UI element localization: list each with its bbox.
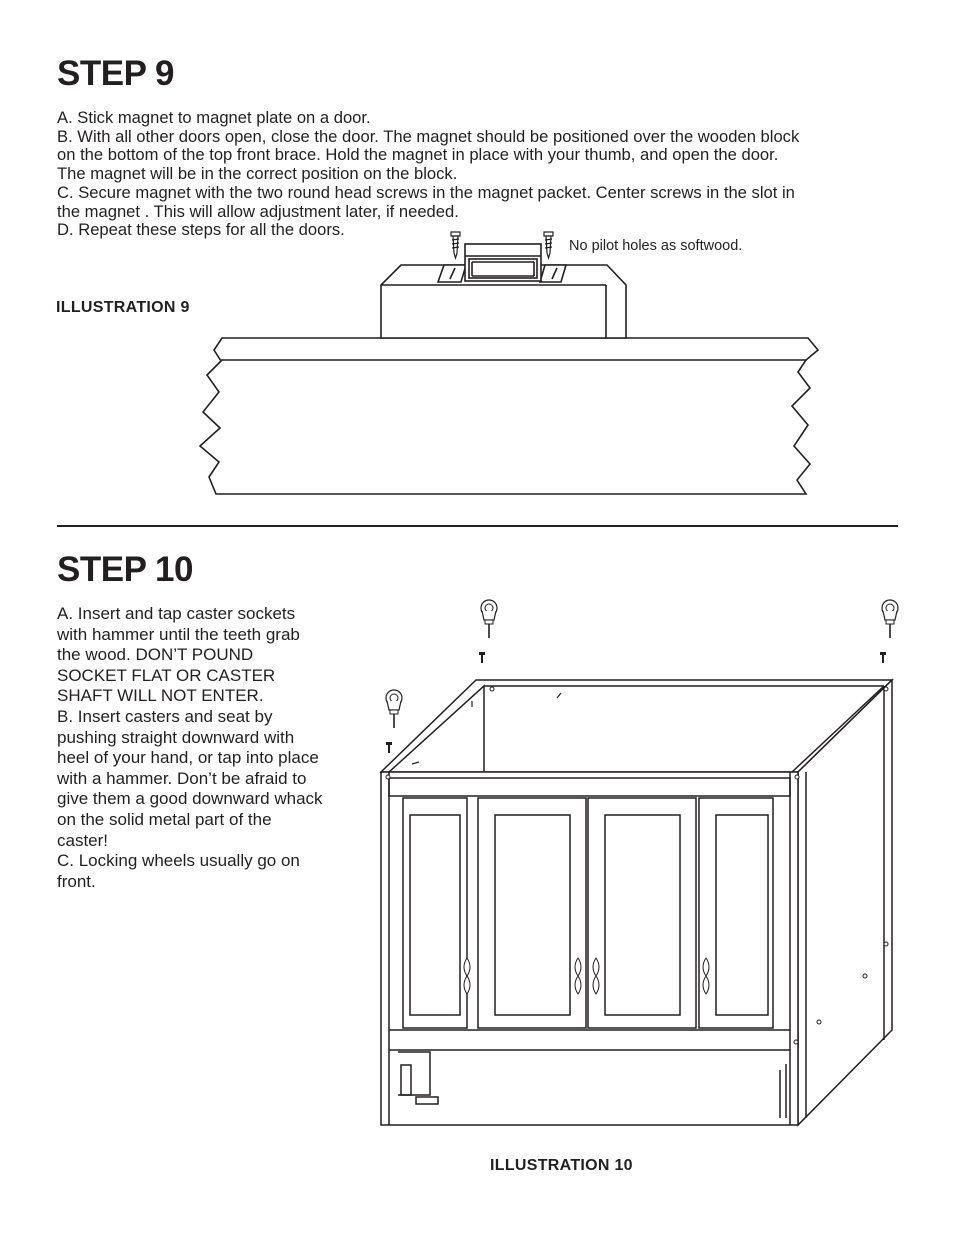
step-10-line: on the solid metal part of the bbox=[57, 809, 272, 829]
step-9-line: the magnet . This will allow adjustment later, if needed. bbox=[57, 201, 459, 221]
cabinet-face-frame bbox=[381, 772, 798, 1125]
step-9-line: D. Repeat these steps for all the doors. bbox=[57, 220, 345, 240]
step-10-line: A. Insert and tap caster sockets bbox=[57, 604, 296, 623]
step-10-line: heel of your hand, or tap into place bbox=[57, 748, 319, 768]
step-10-line: front. bbox=[57, 871, 96, 891]
step-9-title: STEP 9 bbox=[57, 54, 174, 93]
pilot-holes-note: No pilot holes as softwood. bbox=[569, 238, 743, 254]
caster-socket-icon bbox=[386, 742, 392, 753]
step-10-line: caster! bbox=[57, 830, 109, 850]
illustration-10-label: ILLUSTRATION 10 bbox=[490, 1157, 633, 1174]
step-9-line: A. Stick magnet to magnet plate on a door. bbox=[57, 108, 371, 127]
step-9-line: C. Secure magnet with the two round head screws in the magnet packet. Center screws in the slot in bbox=[57, 182, 795, 202]
step-10-title: STEP 10 bbox=[57, 550, 193, 589]
caster-socket-icon bbox=[479, 652, 485, 663]
step-10-line: pushing straight downward with bbox=[57, 727, 295, 747]
step-10-line: C. Locking wheels usually go on bbox=[57, 851, 300, 871]
caster-icon bbox=[386, 690, 402, 728]
step-9-line: B. With all other doors open, close the door. The magnet should be positioned over the wooden block bbox=[57, 126, 800, 146]
step-10-line: B. Insert casters and seat by bbox=[57, 706, 273, 726]
step-10-line: SOCKET FLAT OR CASTER bbox=[57, 665, 276, 685]
caster-icon bbox=[882, 600, 898, 638]
caster-icon bbox=[481, 600, 497, 638]
caster-socket-icon bbox=[880, 652, 886, 663]
step-9-line: on the bottom of the top front brace. Hold the magnet in place with your thumb, and open the door. bbox=[57, 145, 779, 165]
step-9-line: The magnet will be in the correct position on the block. bbox=[57, 164, 458, 184]
step-10-line: with a hammer. Don’t be afraid to bbox=[57, 768, 307, 788]
illustration-9-label: ILLUSTRATION 9 bbox=[56, 299, 190, 316]
step-10-line: SHAFT WILL NOT ENTER. bbox=[57, 686, 264, 706]
step-10-line: the wood. DON’T POUND bbox=[57, 645, 254, 665]
step-10-line: give them a good downward whack bbox=[57, 789, 323, 809]
step-10-line: with hammer until the teeth grab bbox=[57, 624, 300, 644]
